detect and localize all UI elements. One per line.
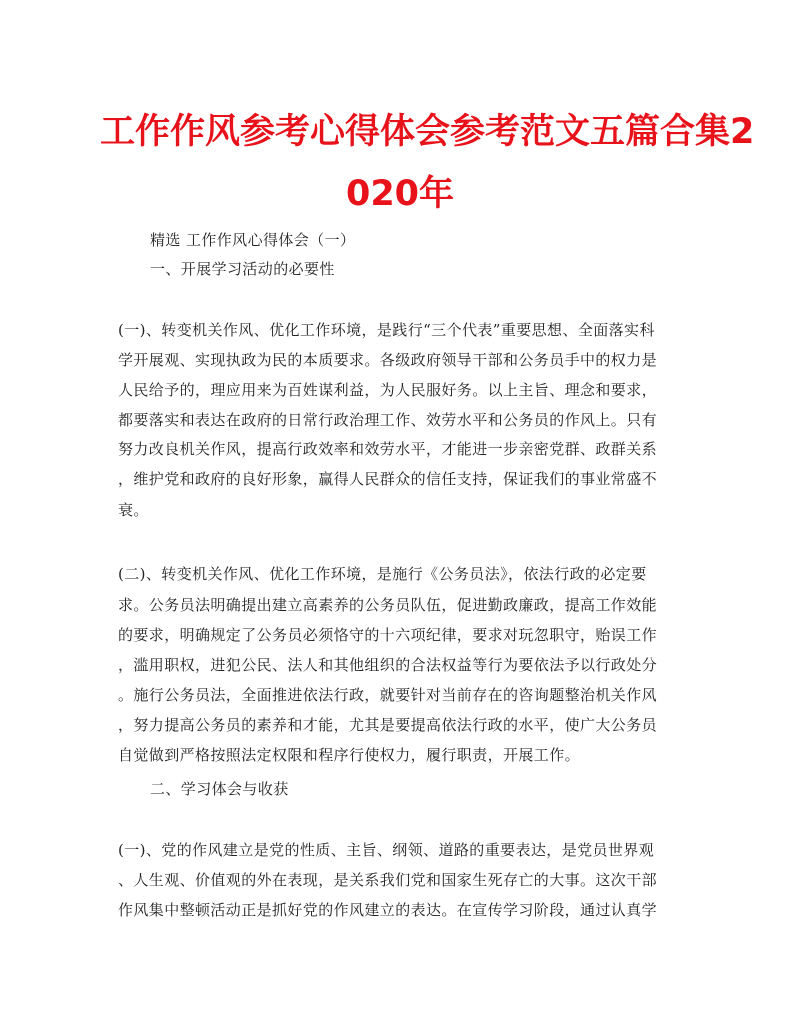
paragraph-line: (二)、转变机关作风、优化工作环境，是施行《公务员法》，依法行政的必定要 xyxy=(118,565,647,583)
paragraph-line: 求。公务员法明确提出建立高素养的公务员队伍，促进勤政廉政，提高工作效能 xyxy=(118,596,658,614)
paragraph-line: 、人生观、价值观的外在表现，是关系我们党和国家生死存亡的大事。这次干部 xyxy=(118,871,658,889)
paragraph-line: ，滥用职权，进犯公民、法人和其他组织的合法权益等行为要依法予以行政处分 xyxy=(118,656,658,674)
paragraph-line: 自觉做到严格按照法定权限和程序行使权力，履行职责，开展工作。 xyxy=(118,746,581,764)
paragraph-line: 人民给予的，理应用来为百姓谋利益，为人民服好务。以上主旨、理念和要求， xyxy=(118,381,658,399)
paragraph-line: ，努力提高公务员的素养和才能，尤其是要提高依法行政的水平，使广大公务员 xyxy=(118,716,658,734)
document-title-line-1: 工作作风参考心得体会参考范文五篇合集2 xyxy=(100,112,755,152)
section-heading-1: 一、开展学习活动的必要性 xyxy=(150,260,335,278)
paragraph-line: 学开展观、实现执政为民的本质要求。各级政府领导干部和公务员手中的权力是 xyxy=(118,351,658,369)
paragraph-line: 作风集中整顿活动正是抓好党的作风建立的表达。在宣传学习阶段，通过认真学 xyxy=(118,901,658,919)
paragraph-line: (一)、党的作风建立是党的性质、主旨、纲领、道路的重要表达，是党员世界观 xyxy=(118,841,655,859)
paragraph-line: 努力改良机关作风，提高行政效率和效劳水平，才能进一步亲密党群、政群关系 xyxy=(118,440,658,458)
paragraph-line: 都要落实和表达在政府的日常行政治理工作、效劳水平和公务员的作风上。只有 xyxy=(118,411,658,429)
document-title-line-2: 020年 xyxy=(345,174,455,214)
section-heading-2: 二、学习体会与收获 xyxy=(150,780,289,798)
paragraph-line: 的要求，明确规定了公务员必须恪守的十六项纪律，要求对玩忽职守，贻误工作 xyxy=(118,626,658,644)
paragraph-line: 衰。 xyxy=(118,501,149,519)
paragraph-line: (一)、转变机关作风、优化工作环境，是践行“三个代表”重要思想、全面落实科 xyxy=(118,321,655,339)
subtitle: 精选 工作作风心得体会（一） xyxy=(150,231,356,249)
paragraph-line: ，维护党和政府的良好形象，赢得人民群众的信任支持，保证我们的事业常盛不 xyxy=(118,470,658,488)
paragraph-line: 。施行公务员法，全面推进依法行政，就要针对当前存在的咨询题整治机关作风 xyxy=(118,686,658,704)
